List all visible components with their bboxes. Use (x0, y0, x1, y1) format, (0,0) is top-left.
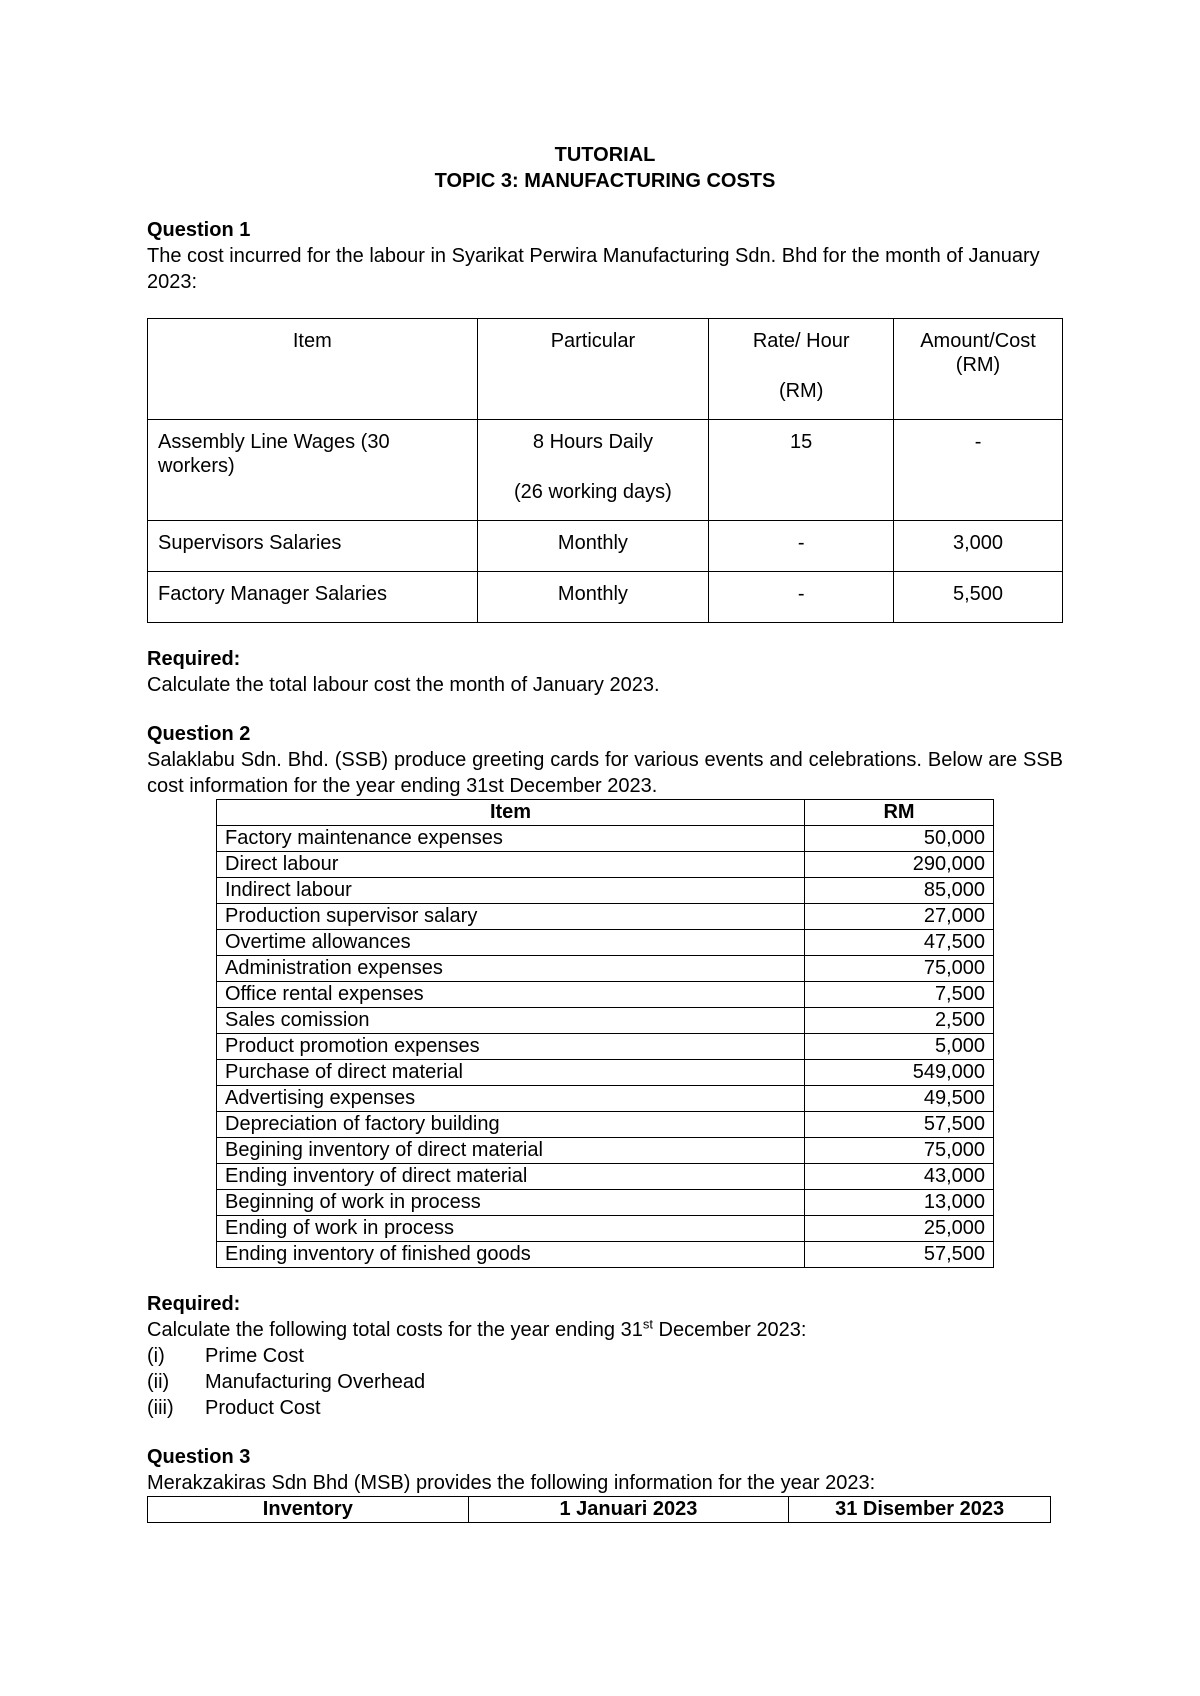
required-text-part-a: Calculate the following total costs for the year ending 31 (147, 1319, 643, 1341)
cell-amount: 49,500 (805, 1086, 994, 1112)
table-row (217, 1060, 994, 1086)
table-row (217, 904, 994, 930)
header-amount: Amount/Cost (RM) (894, 319, 1063, 420)
cell-item: Factory Manager Salaries (148, 572, 478, 623)
table-row (217, 1190, 994, 1216)
question-2-intro: Salaklabu Sdn. Bhd. (SSB) produce greeting cards for various events and celebrations. Below are SSB cost information for the year ending 31st December 2023. (147, 749, 1063, 797)
table-header-row (148, 319, 1063, 420)
table-row (217, 982, 994, 1008)
question-3-intro: Merakzakiras Sdn Bhd (MSB) provides the following information for the year 2023: (147, 1472, 876, 1494)
table-row (217, 1138, 994, 1164)
question-2-required-text (147, 1317, 1063, 1343)
table-row (217, 878, 994, 904)
cell-amount: 27,000 (805, 904, 994, 930)
cell-rate: - (709, 521, 894, 572)
list-item-number: (iii) (147, 1397, 174, 1419)
header-item: Item (148, 319, 478, 420)
table-row (148, 420, 1063, 521)
table-row (217, 930, 994, 956)
table-row (217, 1164, 994, 1190)
cell-particular-line2: (26 working days) (514, 481, 672, 503)
ssb-table-body (217, 826, 994, 1268)
table-header-row (217, 800, 994, 826)
cell-amount: 75,000 (805, 956, 994, 982)
cell-item: Depreciation of factory building (217, 1112, 805, 1138)
cell-item: Direct labour (217, 852, 805, 878)
cell-item: Ending inventory of finished goods (217, 1242, 805, 1268)
list-item-text: Prime Cost (205, 1345, 304, 1367)
list-item-number: (ii) (147, 1371, 170, 1393)
cell-particular: Monthly (477, 572, 709, 623)
list-item (147, 1343, 1063, 1369)
cell-amount: 549,000 (805, 1060, 994, 1086)
table-row (217, 1034, 994, 1060)
question-3-heading: Question 3 (147, 1446, 251, 1468)
cell-rate: 15 (709, 420, 894, 521)
table-row (217, 1216, 994, 1242)
required-text-part-b: December 2023: (652, 1319, 807, 1341)
list-item-text: Manufacturing Overhead (205, 1371, 426, 1393)
cell-item: Begining inventory of direct material (217, 1138, 805, 1164)
document-title: TUTORIAL (554, 144, 656, 166)
cell-amount: 50,000 (805, 826, 994, 852)
cell-amount: 13,000 (805, 1190, 994, 1216)
cell-amount: 75,000 (805, 1138, 994, 1164)
cell-item: Overtime allowances (217, 930, 805, 956)
cell-item: Product promotion expenses (217, 1034, 805, 1060)
question-1-required-text: Calculate the total labour cost the month of January 2023. (147, 674, 660, 696)
header-particular: Particular (477, 319, 709, 420)
cell-amount: 43,000 (805, 1164, 994, 1190)
cell-amount: 85,000 (805, 878, 994, 904)
cell-item: Ending of work in process (217, 1216, 805, 1242)
cell-item: Production supervisor salary (217, 904, 805, 930)
ssb-cost-table (216, 799, 994, 1268)
cell-amount: 57,500 (805, 1112, 994, 1138)
question-1-intro: The cost incurred for the labour in Syarikat Perwira Manufacturing Sdn. Bhd for the month of January 2023: (147, 245, 1040, 293)
question-2-required-label: Required: (147, 1293, 241, 1315)
question-2-required-list (147, 1343, 1063, 1421)
cell-particular (477, 420, 709, 521)
list-item (147, 1369, 1063, 1395)
table-row (217, 826, 994, 852)
cell-particular: Monthly (477, 521, 709, 572)
cell-amount: 7,500 (805, 982, 994, 1008)
header-1-januari: 1 Januari 2023 (468, 1497, 789, 1523)
cell-amount: 5,000 (805, 1034, 994, 1060)
cell-amount: 2,500 (805, 1008, 994, 1034)
table-row (217, 956, 994, 982)
question-1-heading: Question 1 (147, 219, 251, 241)
question-1-required-label: Required: (147, 648, 241, 670)
cell-item: Assembly Line Wages (30 workers) (148, 420, 478, 521)
cell-particular-line1: 8 Hours Daily (532, 431, 653, 453)
table-row (148, 572, 1063, 623)
table-row (217, 1112, 994, 1138)
cell-amount: 57,500 (805, 1242, 994, 1268)
header-rm: RM (805, 800, 994, 826)
labour-cost-table (147, 318, 1063, 623)
header-31-disember: 31 Disember 2023 (789, 1497, 1051, 1523)
cell-amount: 47,500 (805, 930, 994, 956)
header-rate-unit: (RM) (778, 380, 824, 402)
cell-item: Indirect labour (217, 878, 805, 904)
header-item: Item (217, 800, 805, 826)
cell-amount: - (894, 420, 1063, 521)
table-row (217, 1086, 994, 1112)
cell-amount: 25,000 (805, 1216, 994, 1242)
header-inventory: Inventory (148, 1497, 469, 1523)
inventory-table (147, 1496, 1051, 1523)
cell-item: Beginning of work in process (217, 1190, 805, 1216)
cell-rate: - (709, 572, 894, 623)
table-row (217, 852, 994, 878)
cell-amount: 3,000 (894, 521, 1063, 572)
header-rate-label: Rate/ Hour (752, 330, 850, 352)
table-row (217, 1008, 994, 1034)
table-header-row (148, 1497, 1051, 1523)
cell-item: Administration expenses (217, 956, 805, 982)
question-2-heading: Question 2 (147, 723, 251, 745)
cell-item: Supervisors Salaries (148, 521, 478, 572)
header-rate (709, 319, 894, 420)
list-item (147, 1395, 1063, 1421)
document-subtitle: TOPIC 3: MANUFACTURING COSTS (434, 170, 776, 192)
cell-item: Advertising expenses (217, 1086, 805, 1112)
list-item-number: (i) (147, 1345, 165, 1367)
table-row (217, 1242, 994, 1268)
cell-amount: 5,500 (894, 572, 1063, 623)
cell-item: Factory maintenance expenses (217, 826, 805, 852)
cell-item: Purchase of direct material (217, 1060, 805, 1086)
cell-item: Office rental expenses (217, 982, 805, 1008)
table-row (148, 521, 1063, 572)
required-text-superscript: st (642, 1316, 653, 1332)
cell-item: Ending inventory of direct material (217, 1164, 805, 1190)
document-page (147, 142, 1063, 1523)
list-item-text: Product Cost (205, 1397, 321, 1419)
cell-item: Sales comission (217, 1008, 805, 1034)
cell-amount: 290,000 (805, 852, 994, 878)
